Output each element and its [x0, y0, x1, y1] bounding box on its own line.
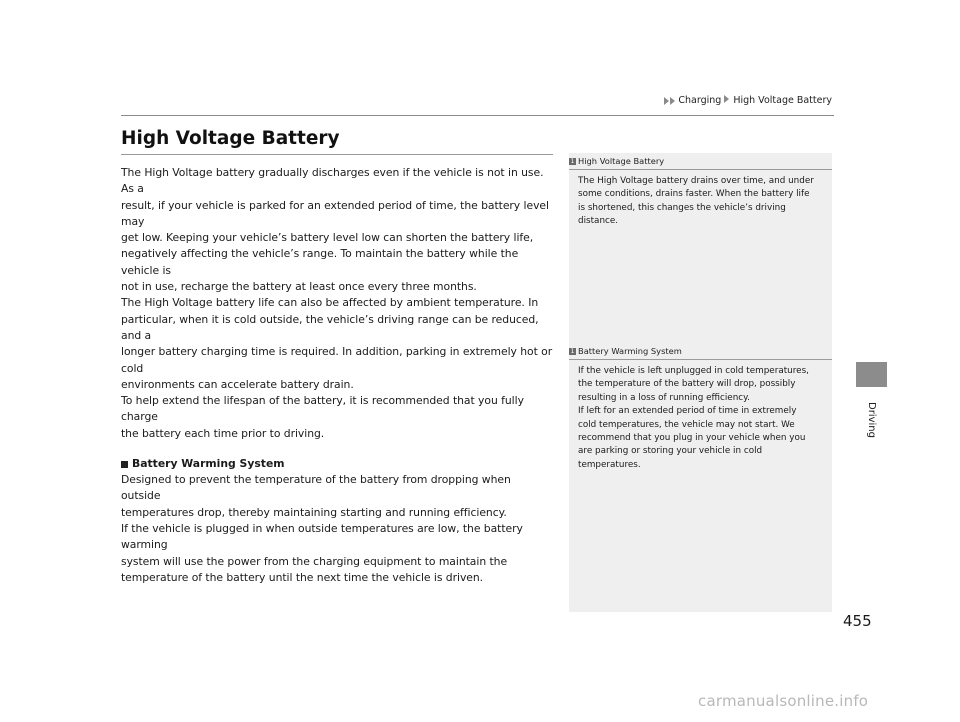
note-line: are parking or storing your vehicle in cold	[578, 446, 763, 457]
note-battery-warming-system	[569, 343, 832, 472]
note-reference-icon: 1	[570, 347, 575, 355]
note-body	[569, 170, 832, 229]
body-line: particular, when it is cold outside, the vehicle’s driving range can be reduced, and a	[121, 312, 539, 342]
section-tab-marker	[856, 362, 887, 387]
section-paragraph	[121, 472, 553, 586]
body-line: result, if your vehicle is parked for an extended period of time, the battery level may	[121, 198, 549, 228]
note-title-text[interactable]: Battery Warming System	[578, 346, 682, 356]
body-line: negatively affecting the vehicle’s range. To maintain the battery while the vehicle is	[121, 247, 519, 277]
section-heading	[121, 456, 553, 472]
note-line: recommend that you plug in your vehicle when you	[578, 433, 806, 444]
body-line: To help extend the lifespan of the battery, it is recommended that you fully charge	[121, 394, 524, 424]
note-line: some conditions, drains faster. When the battery life	[578, 189, 810, 200]
arrow-right-icon	[670, 97, 675, 105]
square-bullet-icon	[121, 461, 128, 468]
note-title-text[interactable]: High Voltage Battery	[578, 156, 665, 166]
note-line: the temperature of the battery will drop, possibly	[578, 379, 796, 390]
arrow-right-icon	[724, 95, 729, 103]
note-line: temperatures.	[578, 459, 641, 470]
body-line: The High Voltage battery life can also be affected by ambient temperature. In	[121, 296, 539, 310]
note-title	[569, 153, 832, 170]
body-line: The High Voltage battery gradually discharges even if the vehicle is not in use. As a	[121, 166, 544, 196]
main-content	[121, 128, 553, 586]
section-line: Designed to prevent the temperature of the battery from dropping when outside	[121, 473, 511, 503]
note-reference-icon: 1	[570, 157, 575, 165]
section-line: system will use the power from the charging equipment to maintain the	[121, 554, 508, 568]
page-title: High Voltage Battery	[121, 128, 553, 155]
breadcrumb-item-high-voltage-battery[interactable]: High Voltage Battery	[733, 95, 832, 106]
body-line: longer battery charging time is required. In addition, parking in extremely hot or cold	[121, 345, 553, 375]
note-line: If left for an extended period of time in extremely	[578, 406, 797, 417]
sidebar-notes	[569, 153, 832, 612]
breadcrumb	[664, 95, 832, 106]
note-line: resulting in a loss of running efficiency.	[578, 392, 750, 403]
body-paragraph	[121, 165, 553, 442]
watermark: carmanualsonline.info	[698, 692, 869, 710]
note-line: is shortened, this changes the vehicle’s driving	[578, 202, 786, 213]
note-title	[569, 343, 832, 360]
body-line: get low. Keeping your vehicle’s battery level low can shorten the battery life,	[121, 231, 534, 245]
breadcrumb-item-charging[interactable]: Charging	[678, 95, 722, 106]
body-line: the battery each time prior to driving.	[121, 426, 325, 440]
note-body	[569, 360, 832, 472]
arrow-right-icon	[664, 97, 669, 105]
note-line: distance.	[578, 216, 619, 227]
note-line: If the vehicle is left unplugged in cold temperatures,	[578, 366, 809, 376]
header-divider	[121, 115, 834, 116]
body-line: environments can accelerate battery drain.	[121, 377, 354, 391]
note-line: The High Voltage battery drains over time, and under	[578, 176, 814, 186]
section-line: temperatures drop, thereby maintaining starting and running efficiency.	[121, 505, 507, 519]
note-line: cold temperatures, the vehicle may not start. We	[578, 419, 795, 430]
page-number: 455	[843, 612, 872, 630]
section-heading-text: Battery Warming System	[132, 457, 285, 471]
note-high-voltage-battery	[569, 153, 832, 229]
section-tab-label: Driving	[866, 402, 877, 438]
section-line: temperature of the battery until the next time the vehicle is driven.	[121, 570, 484, 584]
section-line: If the vehicle is plugged in when outside temperatures are low, the battery warming	[121, 521, 523, 552]
body-line: not in use, recharge the battery at least once every three months.	[121, 280, 477, 294]
